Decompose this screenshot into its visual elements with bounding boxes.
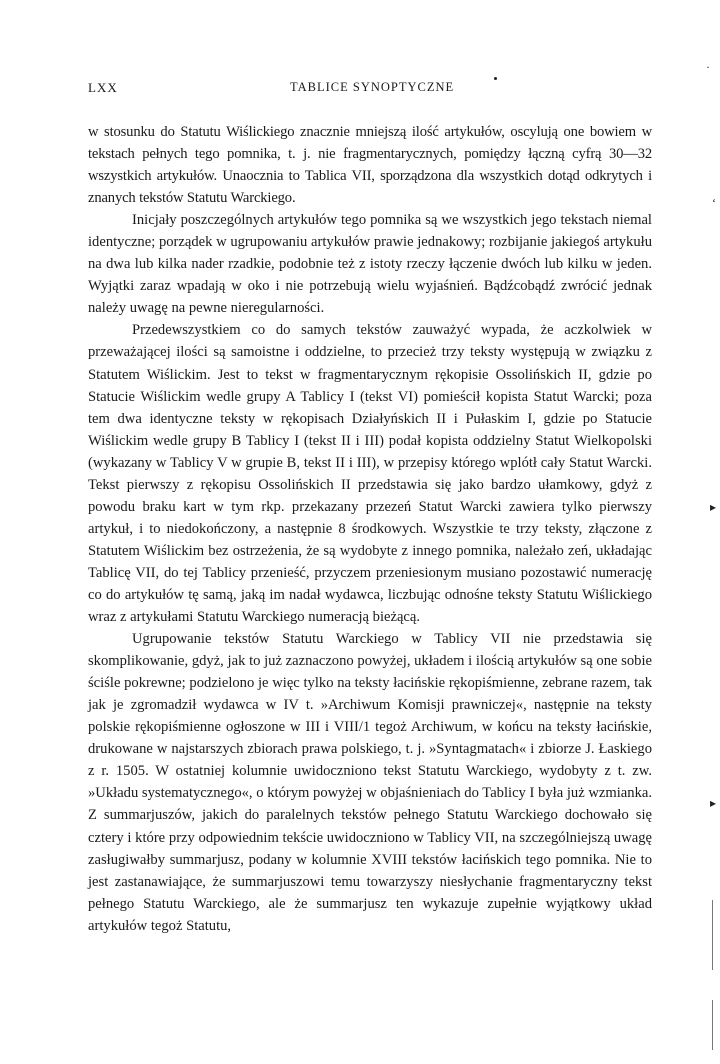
ink-speck [494, 77, 497, 80]
paragraph-1: w stosunku do Statutu Wiślickiego znacznie mniejszą ilość artykułów, oscylują one bowiem w tekstach pełnych tego pomnika, t. j. nie fragmentarycznych, pomiędzy łączną cyfrą 30—32 wszystkich artykułów. Unaocznia to Tablica VII, sporządzona dla wszystkich dotąd odkrytych i znanych tekstów Statutu Warckiego. [88, 124, 652, 207]
paragraph-2: Inicjały poszczególnych artykułów tego pomnika są we wszystkich jego tekstach niemal identyczne; porządek w ugrupowaniu artykułów prawie jednakowy; rozbijanie jakiegoś artykułu na dwa lub kilka nader rzadkie, podobnie też z istoty rzeczy łączenie dwóch lub kilku w jeden. Wyjątki zaraz wpadają w oko i nie potrzebują wielu wyjaśnień. Bądźcobądź zwrócić jednak należy uwagę na pewne nieregularności. [88, 212, 652, 317]
running-head [88, 80, 650, 100]
margin-mark: ▸ [710, 796, 717, 810]
margin-mark: ‘ [712, 196, 716, 210]
page-number: LXX [88, 80, 118, 95]
margin-mark: ▸ [710, 500, 717, 514]
paragraph-3: Przedewszystkiem co do samych tekstów zauważyć wypada, że aczkolwiek w przeważającej ilości są samoistne i oddzielne, to przecież trzy teksty występują w związku z Statutem Wiślickim. Jest to tekst w fragmentarycznym rękopisie Ossolińskich II, gdzie po Statucie Wiślickim wedle grupy A Tablicy I (tekst VI) pomieścił kopista Statut Warcki; poza tem dwa identyczne teksty w rękopisach Działyńskich II i Pułaskim I, gdzie po Statucie Wiślickim wedle grupy B Tablicy I (tekst II i III) podał kopista oddzielny Statut Wielkopolski (wykazany w Tablicy V w grupie B, tekst II i III), w przepisy którego wplótł cały Statut Warcki. Tekst pierwszy z rękopisu Ossolińskich II przedstawia się jako bardzo ułamkowy, gdyż z powodu braku kart w tym rkp. przekazany przezeń Statut Warcki zawiera tylko pierwszy artykuł, i to niedokończony, a następnie 8 środkowych. Wszystkie te trzy teksty, złączone z Statutem Wiślickim bez ostrzeżenia, że są wydobyte z innego pomnika, należało zeń, układając Tablicę VII, do tej Tablicy przenieść, przyczem przeniesionym musiano pozostawić numerację co do artykułów tę samą, jaką im nadał wydawca, liczbując odnośne teksty Statutu Wiślickiego wraz z artykułami Statutu Warckiego numeracją bieżącą. [88, 322, 652, 626]
body-text [88, 121, 652, 937]
paragraph-4: Ugrupowanie tekstów Statutu Warckiego w Tablicy VII nie przedstawia się skomplikowanie, gdyż, jak to już zaznaczono powyżej, układem i ilością artykułów są one sobie ściśle pokrewne; podzielono je więc tylko na teksty łacińskie rękopiśmienne, zebrane razem, tak jak je zgromadził wydawca w IV t. »Archiwum Komisji prawniczej«, następnie na teksty polskie rękopiśmienne ogłoszone w III i VIII/1 tegoż Archiwum, w końcu na teksty łacińskie, drukowane w najstarszych zbiorach prawa polskiego, t. j. »Syntagmatach« i zbiorze J. Łaskiego z r. 1505. W ostatniej kolumnie uwidoczniono tekst Statutu Warckiego, wydobyty z t. zw. »Układu systematycznego«, o którym powyżej w objaśnieniach do Tablicy I była już wzmianka. Z summarjuszów, jakich do paralelnych tekstów pełnego Statutu Warckiego dochowało się cztery i które przy odpowiednim tekście uwidoczniono w Tablicy VII, na szczególniejszą uwagę zasługiwałby summarjusz, podany w kolumnie XVIII tekstów łacińskich tego pomnika. Nie to jest zastanawiające, że summarjuszowi temu towarzyszy niesłychanie fragmentaryczny tekst pełnego Statutu Warckiego, ale że summarjusz ten wykazuje zupełnie wyjątkowy układ artykułów tegoż Statutu, [88, 631, 652, 934]
scan-edge-line [712, 1000, 713, 1050]
scan-edge-line [712, 900, 713, 970]
running-title: TABLICE SYNOPTYCZNE [290, 80, 455, 94]
margin-mark: · [706, 60, 710, 74]
